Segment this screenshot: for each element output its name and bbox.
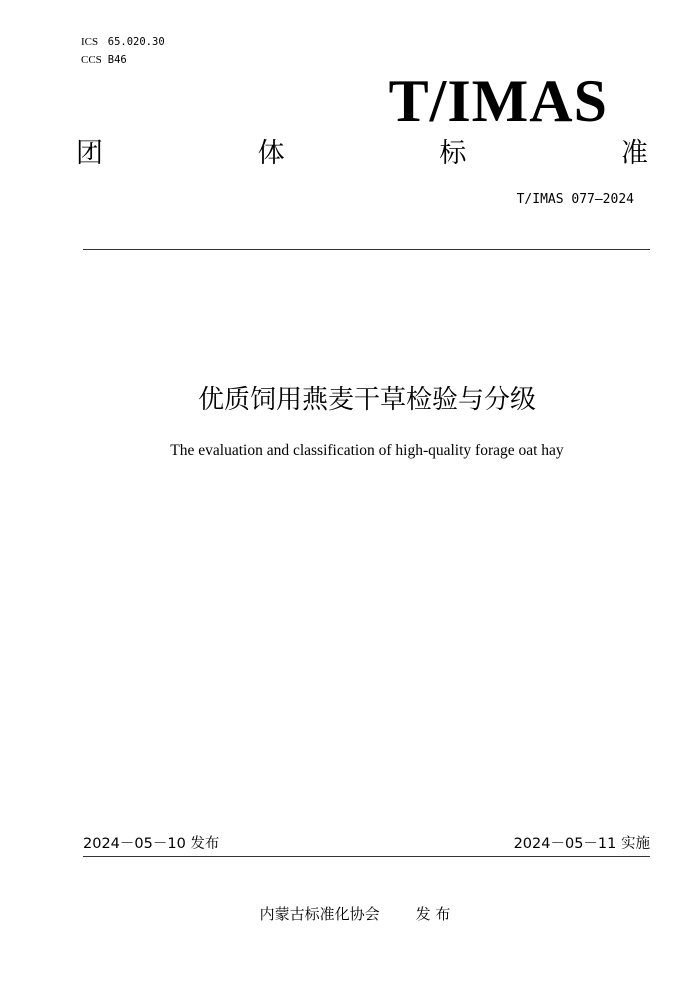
standard-type [76, 134, 648, 174]
header-divider [83, 249, 650, 250]
title-english: The evaluation and classification of high-quality forage oat hay [170, 442, 564, 459]
ics-classification [81, 35, 165, 49]
ics-value: 65.020.30 [107, 36, 165, 48]
publish-label: 发 布 [415, 905, 451, 923]
ccs-label: CCS [81, 54, 102, 66]
ics-label: ICS [81, 36, 99, 48]
organization-logo: T/IMAS [388, 68, 608, 134]
standard-type-char: 体 [257, 138, 285, 169]
title-chinese: 优质饲用燕麦干草检验与分级 [197, 385, 536, 415]
standard-type-char: 团 [76, 138, 103, 169]
implementation-date: 2024－05－11 实施 [513, 836, 650, 852]
publisher-name: 内蒙古标准化协会 [259, 905, 380, 923]
ccs-classification [81, 53, 127, 67]
standard-number: T/IMAS 077—2024 [516, 192, 634, 207]
standard-type-char: 标 [439, 138, 467, 169]
footer-divider [83, 856, 650, 857]
ccs-value: B46 [107, 54, 127, 66]
issue-date: 2024－05－10 发布 [83, 836, 220, 852]
publisher-line [0, 903, 700, 925]
standard-type-char: 准 [620, 138, 648, 169]
